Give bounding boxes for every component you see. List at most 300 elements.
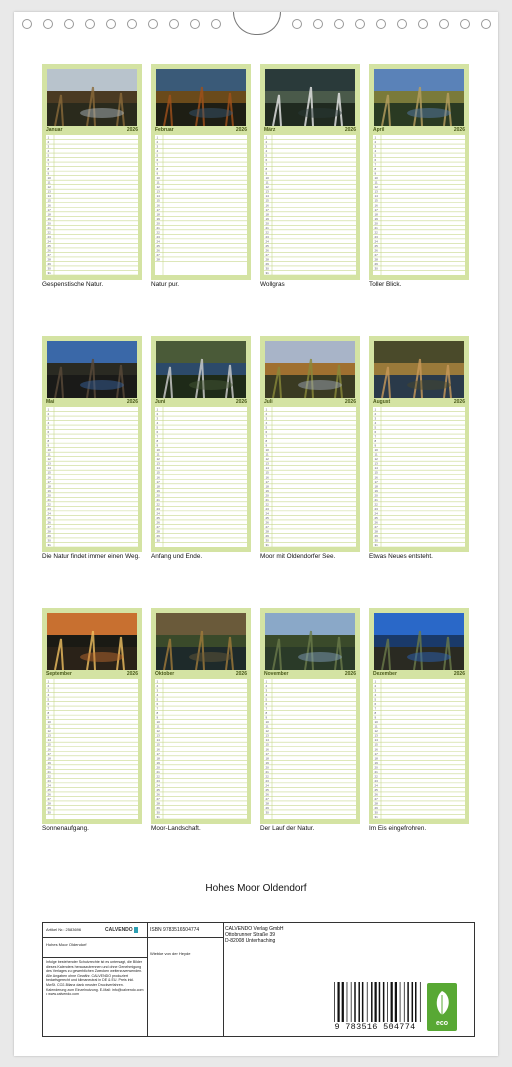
svg-text:20: 20 xyxy=(374,221,378,226)
svg-text:12: 12 xyxy=(47,185,51,190)
svg-text:28: 28 xyxy=(47,801,51,806)
svg-text:3: 3 xyxy=(265,144,268,149)
svg-text:17: 17 xyxy=(156,207,160,212)
svg-text:31: 31 xyxy=(374,815,378,819)
svg-text:3: 3 xyxy=(265,416,268,421)
svg-text:28: 28 xyxy=(374,801,378,806)
svg-text:15: 15 xyxy=(156,742,160,747)
month-header xyxy=(46,670,138,678)
svg-text:12: 12 xyxy=(265,185,269,190)
svg-text:6: 6 xyxy=(265,158,268,163)
svg-text:4: 4 xyxy=(47,693,50,698)
svg-text:17: 17 xyxy=(47,207,51,212)
svg-text:14: 14 xyxy=(374,194,378,199)
month-name: Februar xyxy=(155,127,174,133)
svg-text:15: 15 xyxy=(374,470,378,475)
day-grid xyxy=(264,407,356,547)
svg-text:7: 7 xyxy=(47,162,50,167)
svg-text:13: 13 xyxy=(265,461,269,466)
calendar-title: Hohes Moor Oldendorf xyxy=(205,883,307,894)
svg-text:22: 22 xyxy=(265,230,269,235)
svg-text:25: 25 xyxy=(374,243,378,248)
svg-text:21: 21 xyxy=(374,225,378,230)
month-photo xyxy=(265,341,355,398)
svg-text:5: 5 xyxy=(374,425,377,430)
svg-text:28: 28 xyxy=(265,529,269,534)
month-card xyxy=(260,64,360,280)
svg-text:10: 10 xyxy=(265,448,269,453)
month-photo xyxy=(374,613,464,670)
svg-text:5: 5 xyxy=(374,153,377,158)
binding-hole xyxy=(355,19,365,29)
svg-text:12: 12 xyxy=(265,457,269,462)
svg-text:27: 27 xyxy=(47,796,51,801)
svg-text:20: 20 xyxy=(47,765,51,770)
month-caption: Gespenstische Natur. xyxy=(42,281,104,288)
month-year: 2026 xyxy=(453,127,465,133)
svg-text:9: 9 xyxy=(374,443,377,448)
svg-text:13: 13 xyxy=(47,189,51,194)
svg-text:22: 22 xyxy=(374,230,378,235)
svg-text:8: 8 xyxy=(156,167,159,172)
month-photo xyxy=(47,613,137,670)
day-grid xyxy=(46,135,138,275)
svg-text:22: 22 xyxy=(265,502,269,507)
svg-text:27: 27 xyxy=(265,524,269,529)
svg-text:26: 26 xyxy=(47,792,51,797)
svg-text:22: 22 xyxy=(47,502,51,507)
svg-text:25: 25 xyxy=(47,787,51,792)
svg-text:9: 9 xyxy=(265,171,268,176)
svg-text:1: 1 xyxy=(374,135,377,140)
svg-text:14: 14 xyxy=(156,466,160,471)
svg-text:26: 26 xyxy=(265,792,269,797)
svg-text:2: 2 xyxy=(265,412,268,417)
month-year: 2026 xyxy=(235,671,247,677)
svg-text:30: 30 xyxy=(47,810,51,815)
day-grid xyxy=(46,407,138,547)
binding-hole xyxy=(481,19,491,29)
month-header xyxy=(264,670,356,678)
svg-text:30: 30 xyxy=(156,810,160,815)
svg-text:19: 19 xyxy=(265,216,269,221)
svg-text:27: 27 xyxy=(47,252,51,257)
svg-text:23: 23 xyxy=(374,778,378,783)
svg-text:22: 22 xyxy=(374,774,378,779)
month-header xyxy=(46,398,138,406)
svg-text:16: 16 xyxy=(156,203,160,208)
svg-text:14: 14 xyxy=(47,738,51,743)
svg-text:23: 23 xyxy=(47,234,51,239)
svg-text:15: 15 xyxy=(47,470,51,475)
svg-text:10: 10 xyxy=(374,448,378,453)
svg-text:1: 1 xyxy=(156,407,159,412)
svg-text:4: 4 xyxy=(265,149,268,154)
svg-text:25: 25 xyxy=(156,243,160,248)
svg-text:7: 7 xyxy=(265,434,268,439)
svg-text:2: 2 xyxy=(265,684,268,689)
svg-text:2: 2 xyxy=(47,140,50,145)
svg-text:19: 19 xyxy=(156,488,160,493)
svg-text:10: 10 xyxy=(156,720,160,725)
svg-text:5: 5 xyxy=(156,153,159,158)
svg-text:16: 16 xyxy=(265,747,269,752)
svg-text:8: 8 xyxy=(374,167,377,172)
svg-text:20: 20 xyxy=(47,221,51,226)
svg-text:2: 2 xyxy=(156,684,159,689)
svg-text:18: 18 xyxy=(156,212,160,217)
svg-text:1: 1 xyxy=(265,679,268,684)
svg-text:18: 18 xyxy=(374,484,378,489)
svg-text:25: 25 xyxy=(265,787,269,792)
svg-text:8: 8 xyxy=(374,439,377,444)
svg-text:24: 24 xyxy=(47,239,51,244)
svg-text:9: 9 xyxy=(374,715,377,720)
month-card xyxy=(260,336,360,552)
month-photo xyxy=(374,69,464,126)
svg-text:9: 9 xyxy=(265,443,268,448)
svg-text:3: 3 xyxy=(374,144,377,149)
svg-text:24: 24 xyxy=(265,511,269,516)
svg-text:2: 2 xyxy=(374,412,377,417)
month-header xyxy=(373,398,465,406)
svg-text:16: 16 xyxy=(374,747,378,752)
svg-text:6: 6 xyxy=(265,430,268,435)
svg-text:15: 15 xyxy=(47,742,51,747)
binding-hole xyxy=(64,19,74,29)
month-name: Juli xyxy=(264,399,273,405)
svg-text:31: 31 xyxy=(47,543,51,547)
svg-text:7: 7 xyxy=(265,706,268,711)
svg-text:14: 14 xyxy=(265,194,269,199)
svg-text:28: 28 xyxy=(156,257,160,262)
svg-text:13: 13 xyxy=(156,461,160,466)
svg-text:13: 13 xyxy=(265,733,269,738)
svg-text:24: 24 xyxy=(47,511,51,516)
month-name: September xyxy=(46,671,72,677)
svg-text:30: 30 xyxy=(374,538,378,543)
month-caption: Anfang und Ende. xyxy=(151,553,203,560)
svg-text:14: 14 xyxy=(47,194,51,199)
svg-text:25: 25 xyxy=(265,243,269,248)
svg-text:12: 12 xyxy=(374,185,378,190)
svg-text:27: 27 xyxy=(265,252,269,257)
svg-text:22: 22 xyxy=(156,774,160,779)
svg-text:3: 3 xyxy=(47,416,50,421)
svg-text:8: 8 xyxy=(156,711,159,716)
svg-text:31: 31 xyxy=(265,271,269,275)
svg-text:7: 7 xyxy=(374,434,377,439)
svg-text:4: 4 xyxy=(374,693,377,698)
month-card xyxy=(369,336,469,552)
svg-text:24: 24 xyxy=(47,783,51,788)
svg-text:10: 10 xyxy=(156,448,160,453)
svg-text:1: 1 xyxy=(265,135,268,140)
svg-text:13: 13 xyxy=(374,189,378,194)
svg-text:31: 31 xyxy=(374,543,378,547)
svg-text:25: 25 xyxy=(374,515,378,520)
svg-text:12: 12 xyxy=(374,729,378,734)
svg-text:15: 15 xyxy=(156,470,160,475)
svg-text:28: 28 xyxy=(156,801,160,806)
svg-text:25: 25 xyxy=(156,515,160,520)
svg-text:6: 6 xyxy=(265,702,268,707)
svg-text:19: 19 xyxy=(374,760,378,765)
binding-hole xyxy=(313,19,323,29)
day-grid xyxy=(155,135,247,275)
svg-text:22: 22 xyxy=(156,502,160,507)
month-header xyxy=(373,670,465,678)
svg-text:27: 27 xyxy=(374,252,378,257)
svg-text:20: 20 xyxy=(374,765,378,770)
month-card xyxy=(151,64,251,280)
svg-text:5: 5 xyxy=(265,697,268,702)
svg-text:14: 14 xyxy=(374,738,378,743)
binding-hole xyxy=(292,19,302,29)
svg-text:24: 24 xyxy=(374,511,378,516)
svg-text:23: 23 xyxy=(156,778,160,783)
binding-hole xyxy=(169,19,179,29)
svg-text:17: 17 xyxy=(156,751,160,756)
svg-text:24: 24 xyxy=(374,239,378,244)
month-card xyxy=(151,336,251,552)
svg-text:26: 26 xyxy=(156,520,160,525)
month-card xyxy=(369,608,469,824)
svg-text:16: 16 xyxy=(47,747,51,752)
svg-text:5: 5 xyxy=(156,425,159,430)
month-photo xyxy=(265,69,355,126)
month-year: 2026 xyxy=(453,399,465,405)
month-header xyxy=(46,126,138,134)
svg-text:4: 4 xyxy=(265,693,268,698)
month-card xyxy=(369,64,469,280)
binding-hole xyxy=(211,19,221,29)
svg-text:6: 6 xyxy=(374,430,377,435)
svg-text:1: 1 xyxy=(47,135,50,140)
svg-text:9: 9 xyxy=(265,715,268,720)
svg-text:21: 21 xyxy=(156,497,160,502)
month-name: Mai xyxy=(46,399,55,405)
svg-text:15: 15 xyxy=(374,742,378,747)
svg-text:23: 23 xyxy=(156,234,160,239)
publisher-address: CALVENDO Verlag GmbH Ottobrunner Straße 39 D-82008 Unterhaching xyxy=(225,926,284,944)
month-caption: Im Eis eingefrohren. xyxy=(369,825,427,832)
svg-text:24: 24 xyxy=(265,239,269,244)
svg-text:9: 9 xyxy=(47,443,50,448)
svg-text:1: 1 xyxy=(47,407,50,412)
month-name: Juni xyxy=(155,399,166,405)
svg-text:29: 29 xyxy=(47,533,51,538)
svg-text:25: 25 xyxy=(374,787,378,792)
article-number: Artikel Nr.: 2583696 xyxy=(46,927,82,932)
product-title-small: Hohes Moor Oldendorf xyxy=(46,942,87,947)
svg-text:16: 16 xyxy=(265,475,269,480)
svg-text:19: 19 xyxy=(47,216,51,221)
svg-text:25: 25 xyxy=(47,515,51,520)
svg-text:5: 5 xyxy=(265,153,268,158)
svg-text:1: 1 xyxy=(374,679,377,684)
svg-text:26: 26 xyxy=(374,792,378,797)
svg-text:31: 31 xyxy=(265,543,269,547)
month-year: 2026 xyxy=(235,127,247,133)
svg-text:5: 5 xyxy=(265,425,268,430)
svg-text:2: 2 xyxy=(265,140,268,145)
svg-text:28: 28 xyxy=(265,801,269,806)
month-photo xyxy=(374,341,464,398)
legal-text: Infolge bestehender Schutzrechte ist es untersagt, die Bilder dieses Kalenders herauszutrennen und ohne Genehmigung des Verlages zu gewerblichen Zwecken weiterzuverwenden. Alle Angaben ohne Gewähr. CALVENDO produziert bedarfsgerecht und klimaneutral in DE & EU. Preis inkl. MwSt. CO2-Bilanz dank neuster Druckverfahren. Kalenderung zum Einzelnutzung. E-Mail: info@calvendo.com • www.calvendo.com xyxy=(46,960,144,997)
svg-text:12: 12 xyxy=(374,457,378,462)
svg-text:23: 23 xyxy=(374,234,378,239)
svg-text:21: 21 xyxy=(47,497,51,502)
svg-text:10: 10 xyxy=(47,448,51,453)
info-left-column xyxy=(43,923,148,1036)
svg-text:6: 6 xyxy=(156,158,159,163)
svg-text:29: 29 xyxy=(374,805,378,810)
month-photo xyxy=(156,341,246,398)
svg-text:2: 2 xyxy=(156,412,159,417)
binding-hole xyxy=(127,19,137,29)
svg-text:4: 4 xyxy=(374,149,377,154)
svg-text:29: 29 xyxy=(265,805,269,810)
binding-hole xyxy=(376,19,386,29)
svg-text:29: 29 xyxy=(47,261,51,266)
svg-text:30: 30 xyxy=(374,810,378,815)
binding-hole xyxy=(148,19,158,29)
svg-text:3: 3 xyxy=(156,416,159,421)
svg-text:23: 23 xyxy=(265,234,269,239)
svg-text:11: 11 xyxy=(265,724,269,729)
svg-text:24: 24 xyxy=(265,783,269,788)
month-card xyxy=(42,64,142,280)
svg-text:10: 10 xyxy=(374,720,378,725)
svg-text:22: 22 xyxy=(47,230,51,235)
svg-text:3: 3 xyxy=(265,688,268,693)
svg-text:30: 30 xyxy=(374,266,378,271)
svg-text:28: 28 xyxy=(374,257,378,262)
day-grid xyxy=(373,679,465,819)
svg-text:18: 18 xyxy=(156,484,160,489)
svg-text:30: 30 xyxy=(47,266,51,271)
svg-text:2: 2 xyxy=(47,412,50,417)
svg-text:4: 4 xyxy=(156,149,159,154)
svg-text:1: 1 xyxy=(156,135,159,140)
svg-text:8: 8 xyxy=(47,711,50,716)
svg-text:8: 8 xyxy=(265,167,268,172)
svg-text:4: 4 xyxy=(156,421,159,426)
svg-text:23: 23 xyxy=(47,778,51,783)
svg-text:9: 9 xyxy=(156,715,159,720)
svg-text:12: 12 xyxy=(47,457,51,462)
month-card xyxy=(42,336,142,552)
svg-text:7: 7 xyxy=(156,162,159,167)
svg-text:18: 18 xyxy=(374,212,378,217)
svg-text:21: 21 xyxy=(374,769,378,774)
svg-text:27: 27 xyxy=(374,524,378,529)
svg-text:11: 11 xyxy=(47,452,51,457)
month-caption: Etwas Neues entsteht. xyxy=(369,553,433,560)
svg-text:16: 16 xyxy=(156,747,160,752)
svg-text:28: 28 xyxy=(47,257,51,262)
svg-text:14: 14 xyxy=(265,466,269,471)
svg-text:23: 23 xyxy=(265,506,269,511)
svg-text:26: 26 xyxy=(374,248,378,253)
svg-text:14: 14 xyxy=(47,466,51,471)
binding-hole xyxy=(106,19,116,29)
svg-text:15: 15 xyxy=(265,198,269,203)
svg-text:9: 9 xyxy=(156,443,159,448)
svg-text:29: 29 xyxy=(156,805,160,810)
svg-text:9: 9 xyxy=(374,171,377,176)
svg-text:20: 20 xyxy=(156,765,160,770)
svg-text:17: 17 xyxy=(156,479,160,484)
day-grid xyxy=(264,135,356,275)
svg-text:19: 19 xyxy=(374,216,378,221)
svg-text:25: 25 xyxy=(156,787,160,792)
svg-text:20: 20 xyxy=(265,221,269,226)
svg-text:11: 11 xyxy=(156,724,160,729)
svg-text:20: 20 xyxy=(156,221,160,226)
svg-text:6: 6 xyxy=(374,702,377,707)
svg-text:5: 5 xyxy=(156,697,159,702)
svg-text:4: 4 xyxy=(374,421,377,426)
svg-text:23: 23 xyxy=(47,506,51,511)
month-name: August xyxy=(373,399,391,405)
svg-text:13: 13 xyxy=(374,461,378,466)
month-photo xyxy=(265,613,355,670)
day-grid xyxy=(155,679,247,819)
svg-text:10: 10 xyxy=(47,720,51,725)
month-photo xyxy=(47,69,137,126)
svg-text:24: 24 xyxy=(156,511,160,516)
svg-text:11: 11 xyxy=(47,724,51,729)
month-photo xyxy=(47,341,137,398)
svg-text:15: 15 xyxy=(47,198,51,203)
svg-text:28: 28 xyxy=(156,529,160,534)
svg-text:17: 17 xyxy=(47,479,51,484)
svg-text:30: 30 xyxy=(47,538,51,543)
svg-text:29: 29 xyxy=(47,805,51,810)
barcode xyxy=(332,982,424,1032)
svg-text:20: 20 xyxy=(374,493,378,498)
svg-text:18: 18 xyxy=(47,756,51,761)
svg-text:9: 9 xyxy=(47,715,50,720)
svg-text:7: 7 xyxy=(47,706,50,711)
svg-text:12: 12 xyxy=(156,185,160,190)
svg-text:10: 10 xyxy=(47,176,51,181)
svg-text:17: 17 xyxy=(374,751,378,756)
svg-text:29: 29 xyxy=(265,261,269,266)
svg-text:4: 4 xyxy=(265,421,268,426)
svg-text:11: 11 xyxy=(156,452,160,457)
svg-text:3: 3 xyxy=(156,144,159,149)
svg-text:4: 4 xyxy=(156,693,159,698)
svg-text:22: 22 xyxy=(156,230,160,235)
svg-text:9: 9 xyxy=(47,171,50,176)
svg-text:14: 14 xyxy=(265,738,269,743)
svg-text:31: 31 xyxy=(156,815,160,819)
svg-text:12: 12 xyxy=(156,729,160,734)
svg-text:16: 16 xyxy=(374,203,378,208)
svg-text:13: 13 xyxy=(156,189,160,194)
svg-text:8: 8 xyxy=(265,711,268,716)
svg-text:6: 6 xyxy=(374,158,377,163)
svg-text:17: 17 xyxy=(47,751,51,756)
svg-text:19: 19 xyxy=(265,488,269,493)
svg-text:1: 1 xyxy=(156,679,159,684)
svg-text:31: 31 xyxy=(47,271,51,275)
month-caption: Natur pur. xyxy=(151,281,180,288)
svg-text:8: 8 xyxy=(156,439,159,444)
